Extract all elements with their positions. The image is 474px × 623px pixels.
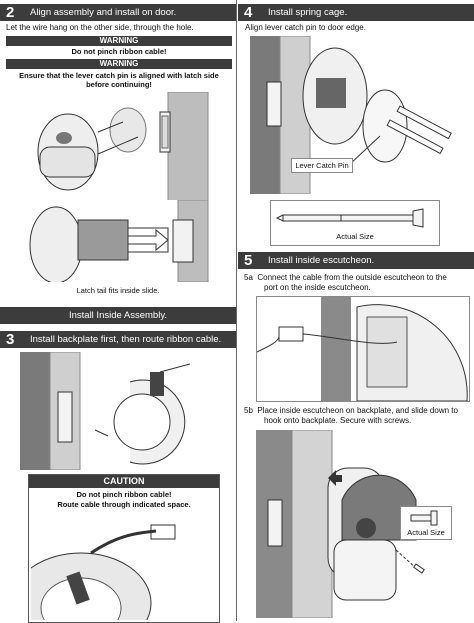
cable-connection-illustration [256, 296, 470, 402]
column-divider [236, 0, 237, 621]
ribbon-cable-illustration [31, 513, 217, 620]
step-5b-label: 5b [244, 406, 253, 415]
step-4-title: Install spring cage. [268, 7, 348, 18]
escutcheon-screw-caption: Actual Size [407, 528, 445, 537]
caution-box [28, 474, 220, 623]
escutcheon-screw-box [400, 506, 452, 540]
warning-1-text: Do not pinch ribbon cable! [71, 47, 167, 56]
long-screw-icon [271, 203, 439, 231]
step-4-header [238, 4, 474, 21]
step-5a-line-2: port on the inside escutcheon. [264, 283, 371, 292]
step-2-instruction: Let the wire hang on the other side, through the hole. [6, 23, 194, 32]
step-5b-line-2: hook onto backplate. Secure with screws. [264, 416, 412, 425]
caution-line-1: Do not pinch ribbon cable! [76, 490, 172, 499]
spring-cage-screw-caption: Actual Size [336, 232, 374, 241]
warning-2-label: WARNING [6, 59, 232, 69]
warning-2-text-line1: Ensure that the lever catch pin is aligned with latch side [19, 71, 219, 80]
step-3-title: Install backplate first, then route ribbon cable. [30, 334, 222, 345]
backplate-illustration [20, 352, 220, 470]
step-4-number: 4 [244, 4, 253, 21]
short-screw-icon [401, 508, 451, 528]
section-header: Install Inside Assembly. [0, 307, 236, 324]
warning-2-text-line2: before continuing! [86, 80, 152, 89]
step-3-header [0, 331, 236, 348]
spring-cage-screw-box [270, 200, 440, 246]
warning-1-label: WARNING [6, 36, 232, 46]
step-5-header [238, 252, 474, 269]
step-2-number: 2 [6, 4, 15, 21]
step-5b-text-line1 [244, 406, 472, 416]
step-3-number: 3 [6, 331, 15, 348]
step-4-instruction: Align lever catch pin to door edge. [245, 23, 366, 32]
step-5-number: 5 [244, 252, 253, 269]
step-2-caption: Latch tail fits inside slide. [76, 286, 160, 295]
step-2-title: Align assembly and install on door. [30, 7, 177, 18]
lever-catch-pin-callout: Lever Catch Pin [291, 158, 353, 173]
step-5a-text-line1 [244, 273, 472, 283]
step-5a-line-1: Connect the cable from the outside escutcheon to the [257, 273, 447, 282]
caution-line-2: Route cable through indicated space. [57, 500, 191, 509]
outside-assembly-illustration [28, 92, 228, 204]
spring-cage-illustration [250, 36, 470, 194]
latch-tail-illustration [28, 200, 228, 282]
step-2-header [0, 4, 236, 21]
caution-label: CAUTION [29, 475, 219, 488]
step-5a-label: 5a [244, 273, 253, 282]
step-5b-line-1: Place inside escutcheon on backplate, and slide down to [257, 406, 458, 415]
step-5-title: Install inside escutcheon. [268, 255, 375, 266]
